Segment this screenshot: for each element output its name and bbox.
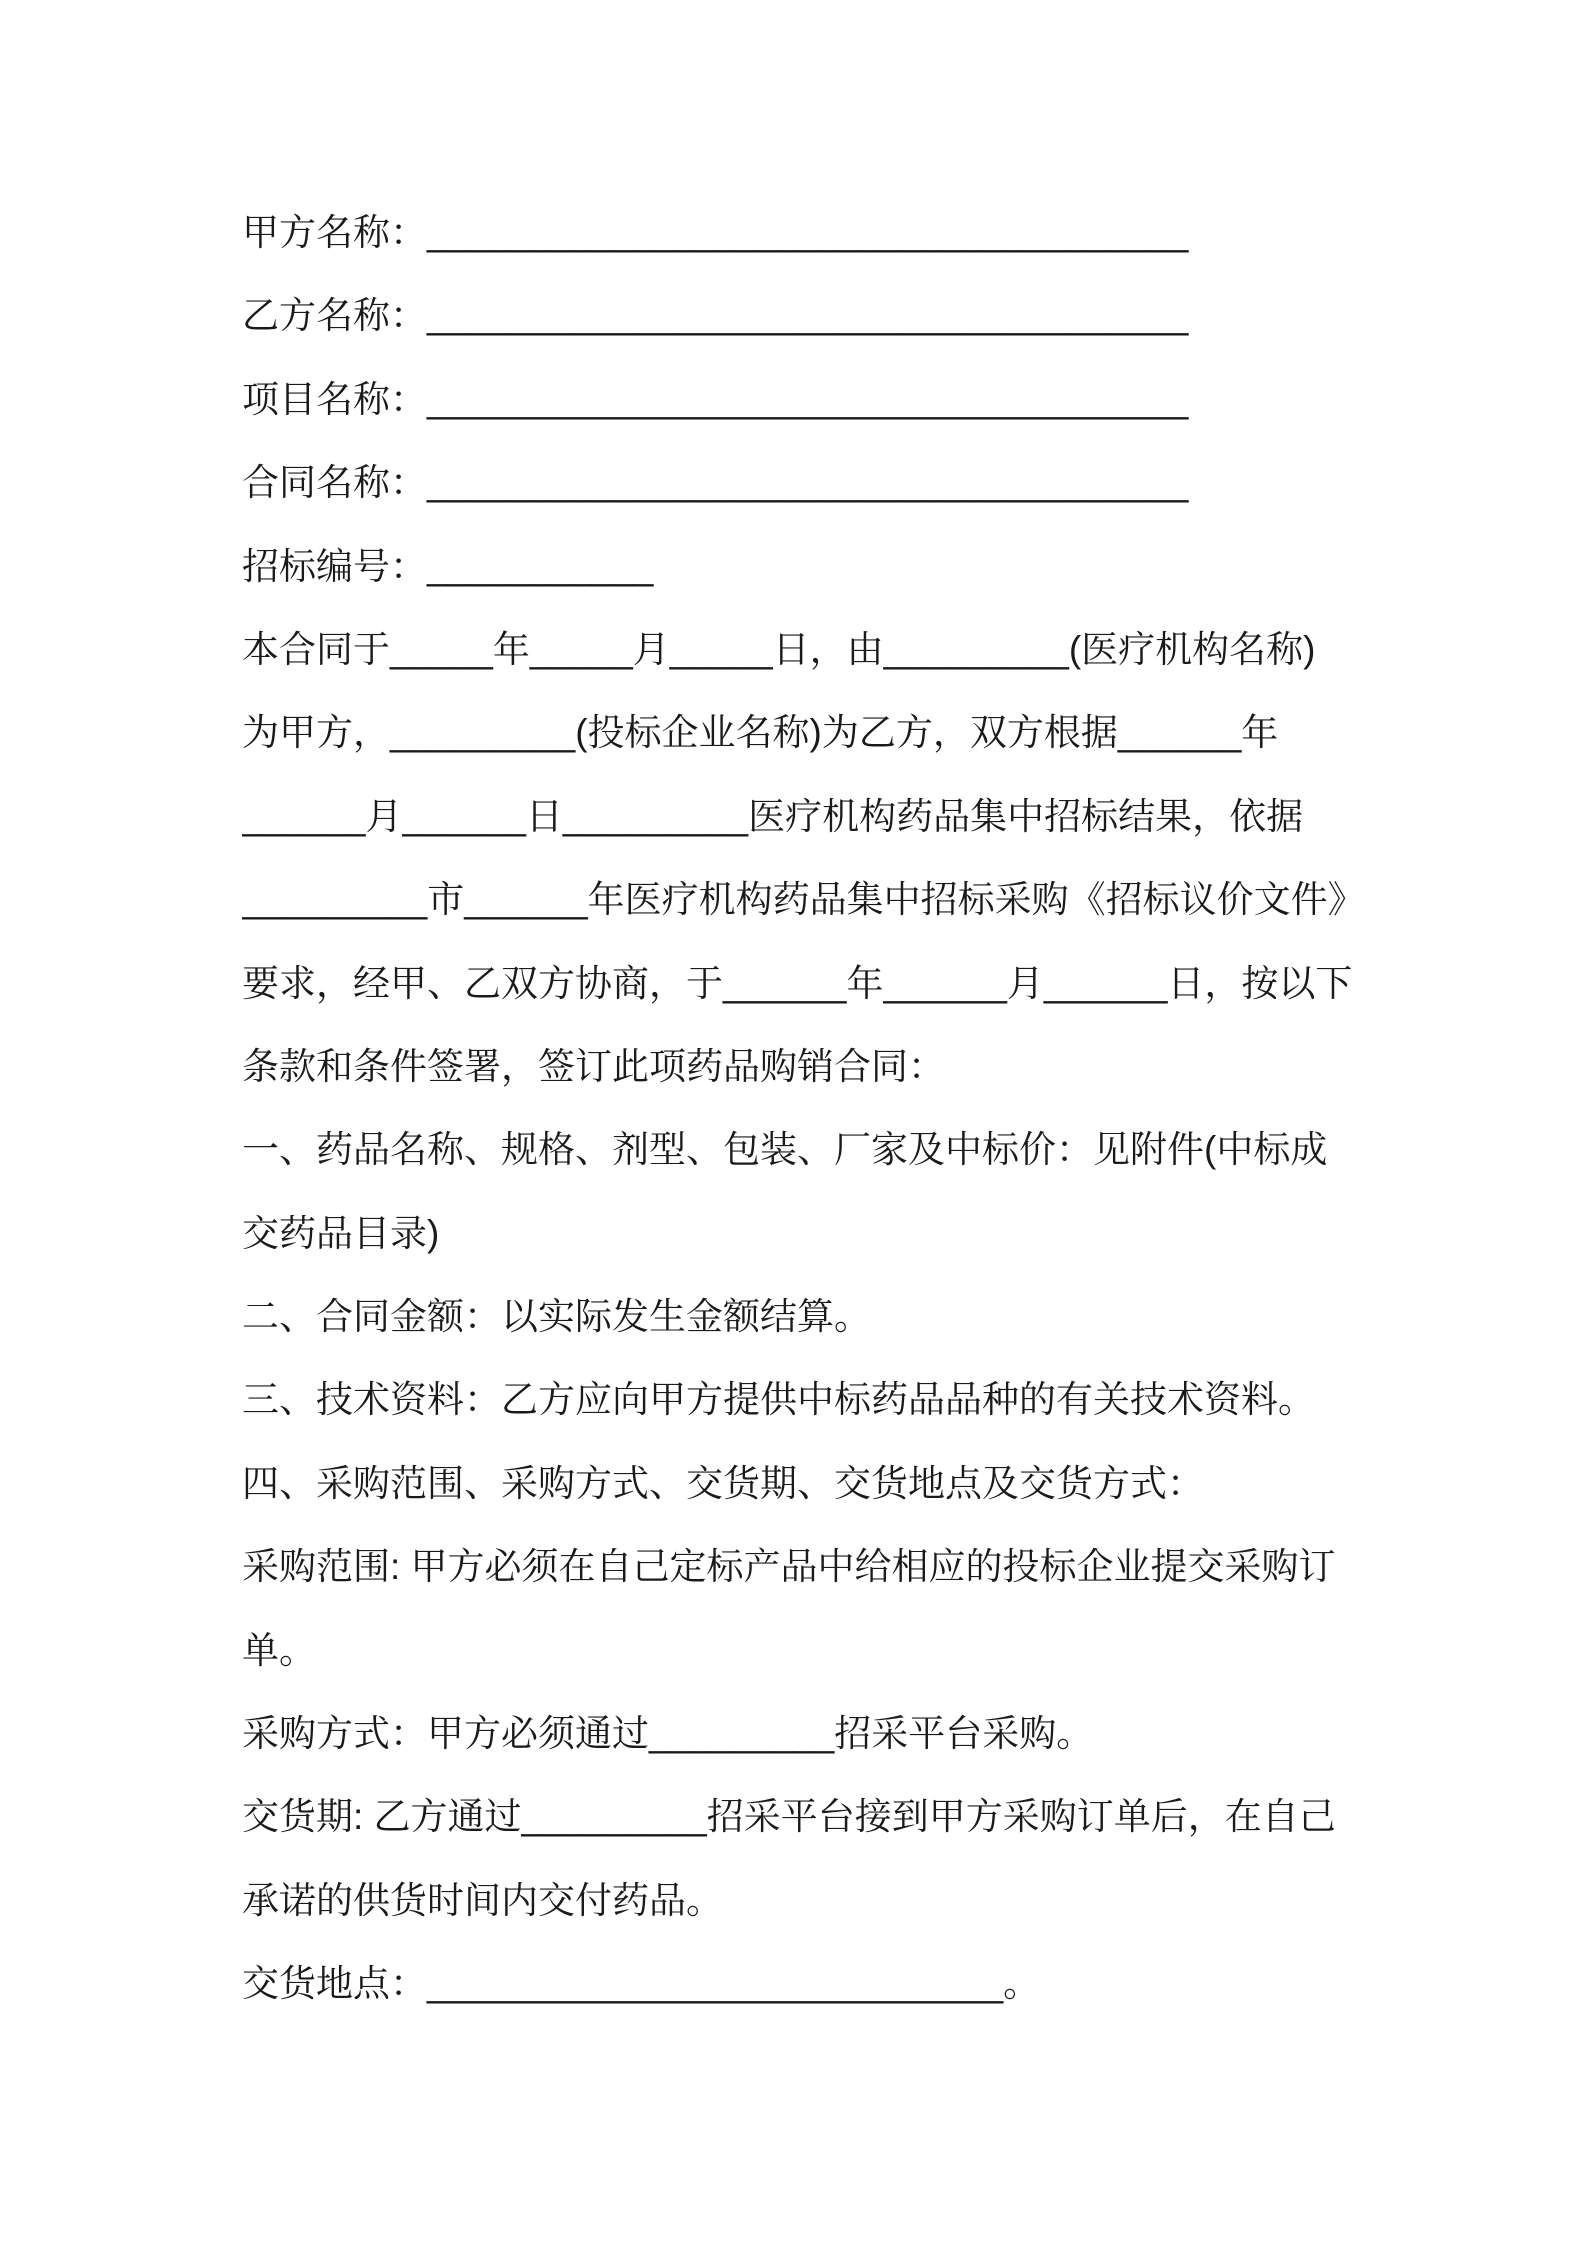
delivery-period-line: 承诺的供货时间内交付药品。 (242, 1879, 723, 1921)
purchase-scope-line: 单。 (242, 1629, 316, 1671)
field-party-a-name: 甲方名称：_____________________________________ (242, 212, 1189, 253)
purchase-method-line: 采购方式：甲方必须通过_________招采平台采购。 (242, 1713, 1094, 1755)
intro-paragraph-line: ______月______日_________医疗机构药品集中招标结果，依据 (242, 795, 1304, 837)
intro-paragraph-line: 条款和条件签署，签订此项药品购销合同： (242, 1045, 945, 1087)
field-contract-name: 合同名称：_____________________________________ (242, 462, 1189, 504)
intro-paragraph-line: _________市______年医疗机构药品集中招标采购《招标议价文件》 (242, 879, 1365, 921)
purchase-scope-line: 采购范围: 甲方必须在自己定标产品中给相应的投标企业提交采购订 (242, 1546, 1336, 1588)
intro-paragraph-line: 为甲方，_________(投标企业名称)为乙方，双方根据______年 (242, 712, 1279, 754)
clause-2-line: 二、合同金额：以实际发生金额结算。 (242, 1296, 871, 1338)
field-project-name: 项目名称：_____________________________________ (242, 378, 1189, 420)
contract-text (242, 191, 1442, 2026)
intro-paragraph-line: 要求，经甲、乙双方协商，于______年______月______日，按以下 (242, 962, 1353, 1004)
clause-3-line: 三、技术资料：乙方应向甲方提供中标药品品种的有关技术资料。 (242, 1379, 1315, 1421)
field-party-b-name: 乙方名称：_____________________________________ (242, 295, 1189, 337)
clause-1-line: 交药品目录) (242, 1212, 440, 1254)
intro-paragraph-line: 本合同于_____年_____月_____日，由_________(医疗机构名称) (242, 628, 1316, 670)
field-tender-number: 招标编号：___________ (242, 545, 654, 587)
delivery-period-line: 交货期: 乙方通过_________招采平台接到甲方采购订单后，在自己 (242, 1796, 1336, 1838)
clause-1-line: 一、药品名称、规格、剂型、包装、厂家及中标价：见附件(中标成 (242, 1129, 1328, 1171)
delivery-location-line: 交货地点：____________________________。 (242, 1963, 1041, 2005)
clause-4-heading: 四、采购范围、采购方式、交货期、交货地点及交货方式： (242, 1462, 1204, 1504)
